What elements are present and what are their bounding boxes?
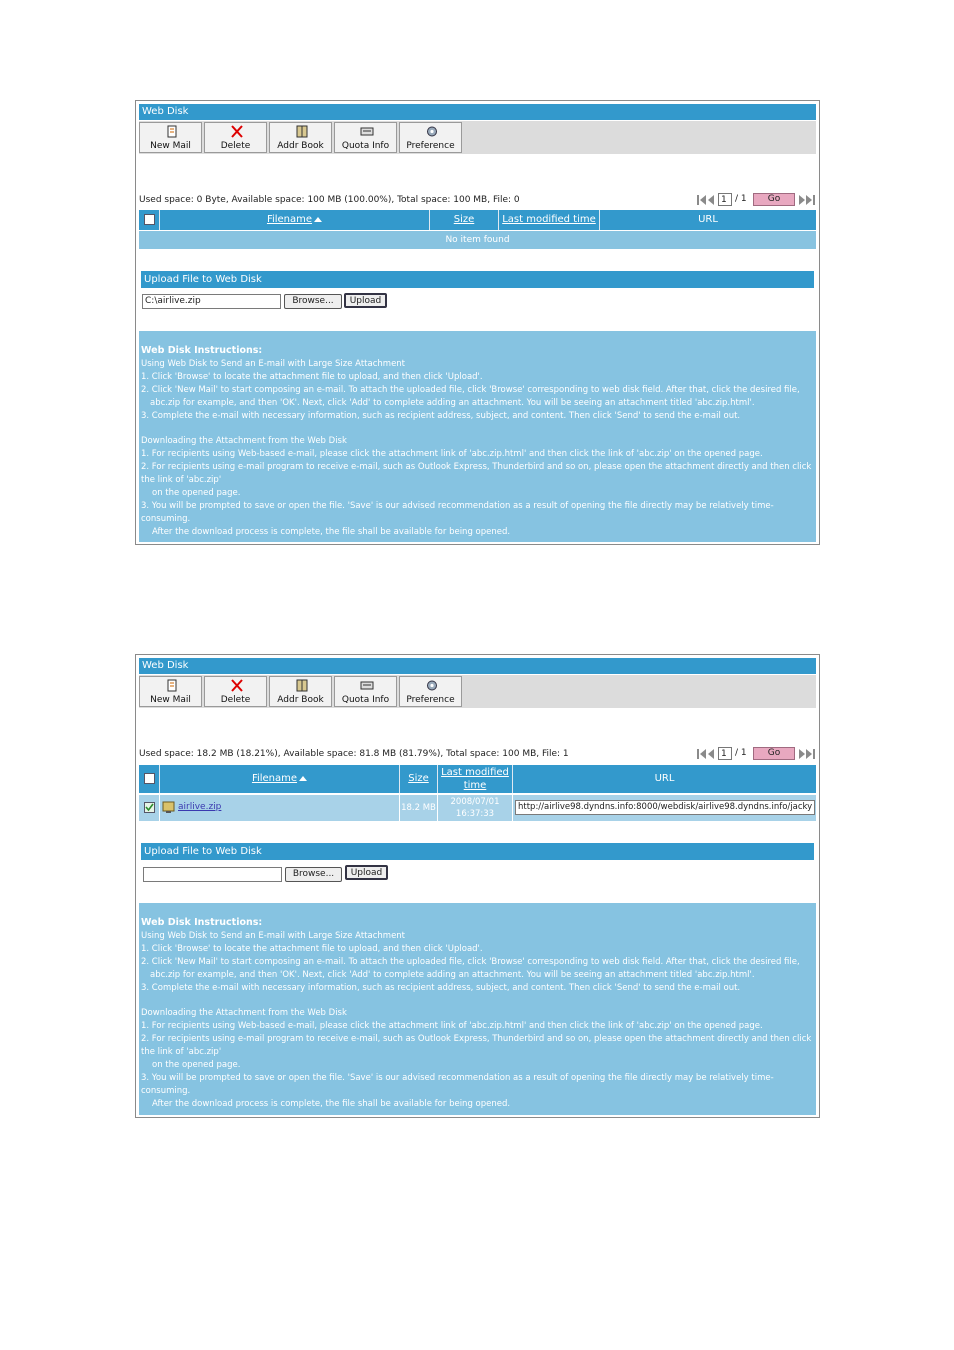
instructions-panel [139,331,816,542]
new-mail-button[interactable] [139,122,202,153]
instructions-line: 2. For recipients using e-mail program to receive e-mail, such as Outlook Express, Thunderbird and so on, please open the attachment directly and then click the link of 'abc.zip' [141,462,812,486]
browse-button[interactable]: Browse... [284,294,342,309]
go-button[interactable]: Go [753,747,795,760]
filename-column-header[interactable]: Filename [160,210,430,230]
quota-info-button[interactable] [334,676,397,707]
instructions-line: After the download process is complete, the file shall be available for being opened. [152,526,511,537]
pager [697,747,817,761]
instructions-line: abc.zip for example, and then 'OK'. Next, click 'Add' to complete adding an attachment. You will be seeing an attachment titled 'abc.zip.html'. [150,969,755,980]
toolbar [139,121,816,154]
addr-book-label: Addr Book [277,695,324,705]
last-page-arrow-icon[interactable] [806,749,812,759]
filename-column-header[interactable]: Filename [160,765,400,793]
quota-info-label: Quota Info [341,695,390,705]
web-disk-panel-empty [135,100,820,545]
browse-button[interactable]: Browse... [285,867,342,882]
delete-icon [230,125,244,138]
select-all-checkbox[interactable] [144,773,155,784]
file-size: 18.2 MB [400,795,438,821]
new-mail-button[interactable] [139,676,202,707]
modified-column-header[interactable]: Last modified time [499,210,600,230]
upload-file-input[interactable] [143,867,282,882]
next-page-icon[interactable] [799,195,805,205]
first-page-icon[interactable] [697,195,699,205]
new-mail-label: New Mail [150,695,191,705]
instructions-line: 3. Complete the e-mail with necessary information, such as recipient address, subject, and content. Then click 'Send' to send the e-mail out. [141,410,741,421]
preference-icon [425,679,439,692]
instructions-section-title: Using Web Disk to Send an E-mail with Large Size Attachment [141,930,406,941]
instructions-line: After the download process is complete, the file shall be available for being opened. [152,1098,511,1109]
address-book-icon [295,125,309,138]
usage-text: Used space: 18.2 MB (18.21%), Available space: 81.8 MB (81.79%), Total space: 100 MB, File: 1 [139,749,569,759]
instructions-line: on the opened page. [152,1060,241,1071]
table-row [139,795,816,821]
address-book-icon [295,679,309,692]
instructions-line: 3. Complete the e-mail with necessary information, such as recipient address, subject, and content. Then click 'Send' to send the e-mail out. [141,982,741,993]
addr-book-button[interactable] [269,676,332,707]
instructions-section-title: Downloading the Attachment from the Web Disk [141,436,347,447]
file-table-header [139,210,816,230]
instructions-line: 1. For recipients using Web-based e-mail, please click the attachment link of 'abc.zip.html' and then click the link of 'abc.zip' on the opened page. [141,1021,763,1032]
first-page-arrow-icon[interactable] [700,749,706,759]
delete-label: Delete [220,141,251,151]
upload-file-input[interactable]: C:\airlive.zip [142,294,281,309]
instructions-panel [139,903,816,1115]
instructions-heading: Web Disk Instructions: [141,345,263,356]
delete-icon [230,679,244,692]
new-mail-label: New Mail [150,141,191,151]
pager [697,193,817,207]
addr-book-button[interactable] [269,122,332,153]
last-page-icon[interactable] [813,749,815,759]
upload-section-title: Upload File to Web Disk [141,271,814,288]
instructions-line: abc.zip for example, and then 'OK'. Next, click 'Add' to complete adding an attachment. You will be seeing an attachment titled 'abc.zip.html'. [150,397,755,408]
quota-info-button[interactable] [334,122,397,153]
addr-book-label: Addr Book [277,141,324,151]
instructions-line: on the opened page. [152,488,241,499]
instructions-line: 3. You will be prompted to save or open the file. 'Save' is our advised recommendation as a result of opening the file directly may be relatively time-consuming. [141,1072,774,1096]
web-disk-panel-with-file [135,654,820,1118]
instructions-heading: Web Disk Instructions: [141,917,263,928]
quota-info-icon [360,679,374,692]
size-column-header[interactable]: Size [430,210,499,230]
url-column-header: URL [698,214,718,225]
zip-file-icon [162,801,176,814]
page-number-input[interactable]: 1 [718,193,732,206]
usage-text: Used space: 0 Byte, Available space: 100 MB (100.00%), Total space: 100 MB, File: 0 [139,195,520,205]
go-button[interactable]: Go [753,193,795,206]
instructions-line: 2. Click 'New Mail' to start composing an e-mail. To attach the uploaded file, click 'Browse' corresponding to web disk field. After that, click the desired file, [141,956,800,967]
select-all-checkbox[interactable] [144,214,155,225]
upload-button[interactable]: Upload [345,865,388,880]
quota-info-icon [360,125,374,138]
instructions-line: 2. Click 'New Mail' to start composing an e-mail. To attach the uploaded file, click 'Browse' corresponding to web disk field. After that, click the desired file, [141,384,800,395]
next-page-icon[interactable] [799,749,805,759]
row-checkbox[interactable] [144,802,155,813]
preference-button[interactable] [399,676,462,707]
file-modified-date: 2008/07/01 [450,797,500,807]
delete-label: Delete [220,695,251,705]
sort-ascending-icon [299,776,307,781]
file-table-header [139,765,816,793]
page-total: / 1 [735,748,747,758]
prev-page-icon[interactable] [708,749,714,759]
instructions-section-title: Downloading the Attachment from the Web Disk [141,1008,347,1019]
size-column-header[interactable]: Size [400,765,438,793]
preference-button[interactable] [399,122,462,153]
instructions-line: 3. You will be prompted to save or open the file. 'Save' is our advised recommendation as a result of opening the file directly may be relatively time-consuming. [141,500,774,524]
page-total: / 1 [735,194,747,204]
new-mail-icon [165,125,179,138]
first-page-arrow-icon[interactable] [700,195,706,205]
modified-column-header[interactable]: Last modified time [438,765,513,793]
instructions-section-title: Using Web Disk to Send an E-mail with Large Size Attachment [141,358,406,369]
instructions-line: 1. Click 'Browse' to locate the attachment file to upload, and then click 'Upload'. [141,943,483,954]
url-column-header: URL [654,773,675,784]
delete-button[interactable] [204,122,267,153]
prev-page-icon[interactable] [708,195,714,205]
upload-button[interactable]: Upload [344,293,387,308]
preference-icon [425,125,439,138]
first-page-icon[interactable] [697,749,699,759]
empty-table-message: No item found [139,231,816,249]
quota-info-label: Quota Info [341,141,390,151]
preference-label: Preference [406,141,455,151]
upload-section-title: Upload File to Web Disk [141,843,814,860]
instructions-line: 2. For recipients using e-mail program to receive e-mail, such as Outlook Express, Thunderbird and so on, please open the attachment directly and then click the link of 'abc.zip' [141,1034,812,1058]
last-page-icon[interactable] [813,195,815,205]
file-name-link[interactable]: airlive.zip [178,802,222,812]
file-modified-time: 16:37:33 [455,809,495,819]
sort-ascending-icon [314,217,322,222]
window-title: Web Disk [139,658,816,674]
last-page-arrow-icon[interactable] [806,195,812,205]
page-number-input[interactable]: 1 [718,747,732,760]
delete-button[interactable] [204,676,267,707]
toolbar [139,675,816,708]
instructions-line: 1. For recipients using Web-based e-mail, please click the attachment link of 'abc.zip.html' and then click the link of 'abc.zip' on the opened page. [141,449,763,460]
new-mail-icon [165,679,179,692]
preference-label: Preference [406,695,455,705]
instructions-line: 1. Click 'Browse' to locate the attachment file to upload, and then click 'Upload'. [141,371,483,382]
window-title: Web Disk [139,104,816,120]
checkmark-icon [145,803,154,812]
file-url-field[interactable]: http://airlive98.dyndns.info:8000/webdisk/airlive98.dyndns.info/jacky [515,800,815,815]
